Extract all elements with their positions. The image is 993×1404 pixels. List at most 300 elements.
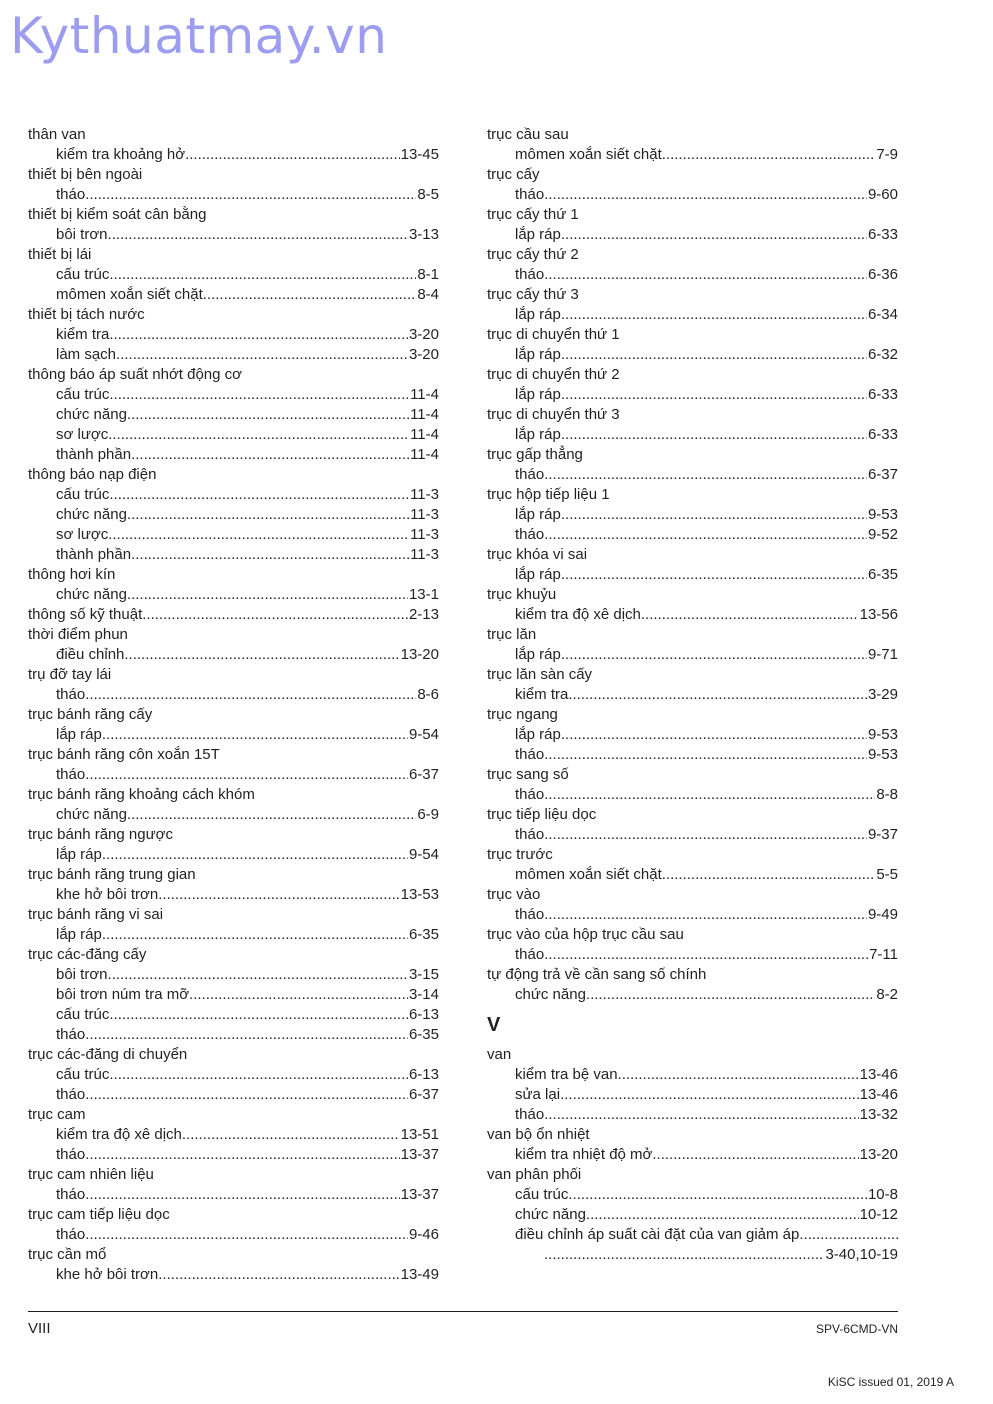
document-code: SPV-6CMD-VN: [815, 1322, 898, 1336]
index-page-ref: 11-4: [410, 386, 439, 403]
index-term: thiết bị tách nước: [28, 306, 145, 323]
index-subentry: [487, 425, 898, 445]
index-subentry: [28, 1265, 439, 1285]
leader-dots: [158, 1265, 399, 1285]
index-subentry: [487, 145, 898, 165]
index-term: van bộ ổn nhiệt: [487, 1126, 590, 1143]
leader-dots: [561, 505, 867, 525]
index-subentry-label: mômen xoắn siết chặt: [515, 146, 662, 163]
index-subentry: [28, 325, 439, 345]
index-subentry: [28, 985, 439, 1005]
index-subentry: [28, 185, 439, 205]
index-subentry-label: kiểm tra độ xê dịch: [515, 606, 641, 623]
index-subentry-label: cấu trúc: [56, 386, 110, 403]
leader-dots: [561, 425, 867, 445]
index-term: trục bánh răng khoảng cách khóm: [28, 786, 255, 803]
index-page-ref: 2-13: [408, 606, 439, 623]
index-subentry: [28, 1145, 439, 1165]
index-term: trục cam: [28, 1106, 86, 1123]
index-page-ref: 10-8: [867, 1186, 898, 1203]
index-subentry: [487, 725, 898, 745]
index-subentry-label: tháo: [515, 266, 545, 283]
index-page-ref: 8-4: [417, 286, 439, 303]
leader-dots: [127, 405, 409, 425]
index-subentry-label: lắp ráp: [515, 506, 561, 523]
index-subentry-label: tháo: [56, 1026, 86, 1043]
index-subentry: [28, 765, 439, 785]
index-page-ref: 6-33: [867, 386, 898, 403]
leader-dots: [102, 725, 408, 745]
index-page-ref: 6-35: [408, 1026, 439, 1043]
index-page-ref: 7-11: [869, 946, 898, 963]
leader-dots: [85, 1085, 408, 1105]
leader-dots: [561, 385, 867, 405]
index-term: van: [487, 1046, 512, 1063]
index-subentry-label: khe hở bôi trơn: [56, 886, 159, 903]
index-subentry-label: thành phần: [56, 546, 132, 563]
index-subentry-label: cấu trúc: [515, 1186, 569, 1203]
leader-dots: [108, 225, 408, 245]
index-term: trục di chuyển thứ 2: [487, 366, 620, 383]
section-letter: V: [487, 1014, 501, 1036]
index-subentry-label: kiểm tra: [56, 326, 110, 343]
index-subentry: [487, 605, 898, 625]
index-page-ref: 9-52: [867, 526, 898, 543]
leader-dots: [799, 1225, 898, 1245]
index-term: trục vào của hộp trục cầu sau: [487, 926, 684, 943]
index-subentry: [28, 425, 439, 445]
index-subentry: [28, 1005, 439, 1025]
index-subentry: [28, 585, 439, 605]
index-page-ref: 9-54: [408, 846, 439, 863]
index-subentry-label: kiểm tra: [515, 686, 569, 703]
index-subentry: [28, 645, 439, 665]
index-page-ref: 9-71: [867, 646, 898, 663]
index-subentry: [487, 1205, 898, 1225]
leader-dots: [85, 1025, 408, 1045]
index-subentry: [28, 545, 439, 565]
index-term: trục cầu sau: [487, 126, 569, 143]
index-subentry: [28, 265, 439, 285]
index-subentry-label: lắp ráp: [515, 226, 561, 243]
index-page-ref: 6-37: [408, 1086, 439, 1103]
index-subentry: [487, 1105, 898, 1125]
index-page-ref: 8-8: [876, 786, 898, 803]
index-subentry-continuation: [487, 1245, 898, 1265]
index-term: trục cấy thứ 3: [487, 286, 579, 303]
index-subentry-label: tháo: [515, 186, 545, 203]
leader-dots: [561, 305, 867, 325]
index-term: trục khóa vi sai: [487, 546, 588, 563]
index-term: trục gấp thẳng: [487, 446, 583, 463]
index-subentry-label: kiểm tra bệ van: [515, 1066, 618, 1083]
index-term: trục khuỷu: [487, 586, 557, 603]
leader-dots: [108, 525, 409, 545]
leader-dots: [109, 265, 416, 285]
leader-dots: [108, 425, 409, 445]
index-page-ref: 13-51: [400, 1126, 439, 1143]
index-subentry-label: tháo: [56, 686, 86, 703]
index-subentry: [28, 145, 439, 165]
index-term: van phân phối: [487, 1166, 582, 1183]
leader-dots: [109, 1065, 408, 1085]
index-subentry-label: thành phần: [56, 446, 132, 463]
leader-dots: [544, 1245, 824, 1265]
index-page-ref: 6-33: [867, 426, 898, 443]
index-subentry: [28, 525, 439, 545]
index-page-ref: 8-1: [417, 266, 439, 283]
index-subentry: [487, 265, 898, 285]
index-subentry: [487, 465, 898, 485]
index-subentry: [28, 965, 439, 985]
leader-dots: [127, 805, 416, 825]
index-subentry: [487, 905, 898, 925]
index-subentry: [28, 685, 439, 705]
leader-dots: [544, 465, 867, 485]
leader-dots: [85, 1225, 408, 1245]
index-term: thông báo nạp điện: [28, 466, 157, 483]
index-subentry-label: lắp ráp: [56, 726, 102, 743]
leader-dots: [127, 585, 408, 605]
index-page-ref: 9-37: [867, 826, 898, 843]
index-term: trục cần mổ: [28, 1246, 107, 1263]
index-page-ref: 3-20: [408, 326, 439, 343]
index-page-ref: 6-9: [417, 806, 439, 823]
index-page-ref: 11-3: [410, 506, 439, 523]
leader-dots: [116, 345, 408, 365]
index-subentry: [28, 845, 439, 865]
index-subentry-label: tháo: [56, 766, 86, 783]
index-page-ref: 13-37: [400, 1186, 439, 1203]
index-page-ref: 9-60: [867, 186, 898, 203]
index-page-ref: 9-53: [867, 506, 898, 523]
index-page-ref: 3-13: [408, 226, 439, 243]
index-list-t: [487, 125, 898, 1005]
index-subentry-label: chức năng: [56, 586, 127, 603]
index-term: trục tiếp liệu dọc: [487, 806, 597, 823]
index-term: thông hơi kín: [28, 566, 116, 583]
leader-dots: [109, 485, 409, 505]
index-subentry: [28, 505, 439, 525]
index-subentry: [487, 505, 898, 525]
index-term: trục vào: [487, 886, 541, 903]
index-page-ref: 13-49: [400, 1266, 439, 1283]
leader-dots: [544, 905, 867, 925]
index-term: trục các-đăng di chuyển: [28, 1046, 188, 1063]
index-subentry: [487, 1065, 898, 1085]
leader-dots: [586, 985, 875, 1005]
leader-dots: [561, 345, 867, 365]
index-subentry: [487, 305, 898, 325]
leader-dots: [561, 565, 867, 585]
index-page-ref: 11-4: [410, 446, 439, 463]
index-subentry: [487, 345, 898, 365]
index-subentry: [487, 1145, 898, 1165]
leader-dots: [131, 545, 409, 565]
leader-dots: [189, 985, 408, 1005]
index-column-right: [487, 125, 898, 1265]
index-subentry-label: cấu trúc: [56, 1006, 110, 1023]
leader-dots: [568, 685, 867, 705]
index-page-ref: 9-46: [408, 1226, 439, 1243]
index-subentry: [28, 885, 439, 905]
index-page-ref: 9-53: [867, 746, 898, 763]
leader-dots: [561, 645, 867, 665]
index-subentry-label: kiểm tra độ xê dịch: [56, 1126, 182, 1143]
index-list-v: [487, 1045, 898, 1265]
index-term: trục cam tiếp liệu dọc: [28, 1206, 170, 1223]
index-term: thời điểm phun: [28, 626, 128, 643]
index-page-ref: 3-40,10-19: [825, 1246, 898, 1263]
index-term: trục cấy thứ 1: [487, 206, 579, 223]
index-subentry-label: cấu trúc: [56, 266, 110, 283]
index-subentry-label: lắp ráp: [56, 926, 102, 943]
index-subentry: [487, 185, 898, 205]
index-entry: [28, 605, 439, 625]
index-subentry: [487, 785, 898, 805]
index-subentry: [487, 945, 898, 965]
leader-dots: [544, 265, 867, 285]
index-term: trục bánh răng ngược: [28, 826, 173, 843]
index-page-ref: 13-46: [859, 1066, 898, 1083]
index-term: trục cam nhiên liệu: [28, 1166, 154, 1183]
index-subentry: [487, 385, 898, 405]
leader-dots: [544, 1105, 858, 1125]
leader-dots: [544, 185, 867, 205]
index-subentry-label: bôi trơn núm tra mỡ: [56, 986, 190, 1003]
index-term: thiết bị lái: [28, 246, 92, 263]
index-page-ref: 9-54: [408, 726, 439, 743]
index-subentry-label: tháo: [515, 906, 545, 923]
index-page-ref: 10-12: [859, 1206, 898, 1223]
index-subentry-label: làm sạch: [56, 346, 117, 363]
index-subentry: [28, 805, 439, 825]
index-page-ref: 3-20: [408, 346, 439, 363]
index-subentry: [487, 1225, 898, 1245]
index-subentry: [487, 865, 898, 885]
index-subentry-label: lắp ráp: [515, 386, 561, 403]
index-page-ref: 5-5: [876, 866, 898, 883]
index-subentry: [487, 565, 898, 585]
index-page-ref: 13-46: [859, 1086, 898, 1103]
index-page-ref: 7-9: [876, 146, 898, 163]
index-subentry: [28, 925, 439, 945]
leader-dots: [561, 725, 867, 745]
index-subentry-label: tháo: [515, 1106, 545, 1123]
leader-dots: [142, 605, 408, 625]
index-subentry-label: tháo: [56, 1146, 86, 1163]
index-page-ref: 9-49: [867, 906, 898, 923]
index-subentry-label: lắp ráp: [515, 726, 561, 743]
leader-dots: [561, 225, 867, 245]
index-term: trục di chuyển thứ 3: [487, 406, 620, 423]
index-subentry: [28, 385, 439, 405]
index-page-ref: 9-53: [867, 726, 898, 743]
index-term: trục bánh răng vi sai: [28, 906, 164, 923]
index-term: thân van: [28, 126, 86, 143]
index-page-ref: 13-37: [400, 1146, 439, 1163]
index-term: thiết bị bên ngoài: [28, 166, 143, 183]
index-subentry: [487, 685, 898, 705]
index-subentry-label: sơ lược: [56, 426, 109, 443]
index-subentry: [487, 1185, 898, 1205]
index-term: trục bánh răng trung gian: [28, 866, 196, 883]
leader-dots: [586, 1205, 859, 1225]
index-term: thiết bị kiểm soát cân bằng: [28, 206, 207, 223]
index-column-left: [28, 125, 439, 1285]
index-subentry: [28, 445, 439, 465]
index-page-ref: 13-20: [400, 646, 439, 663]
leader-dots: [85, 185, 416, 205]
leader-dots: [124, 645, 399, 665]
index-subentry-label: tháo: [515, 826, 545, 843]
page-number: VIII: [28, 1320, 51, 1337]
index-subentry-label: lắp ráp: [515, 346, 561, 363]
index-page-ref: 6-36: [867, 266, 898, 283]
leader-dots: [544, 525, 867, 545]
leader-dots: [182, 1125, 400, 1145]
index-subentry: [487, 645, 898, 665]
index-subentry: [487, 525, 898, 545]
leader-dots: [662, 865, 876, 885]
index-term: tự động trả về cần sang số chính: [487, 966, 707, 983]
leader-dots: [131, 445, 409, 465]
index-subentry-label: sửa lại: [515, 1086, 561, 1103]
index-page-ref: 11-4: [410, 406, 439, 423]
index-term: trục ngang: [487, 706, 558, 723]
index-subentry-label: tháo: [56, 1226, 86, 1243]
index-page-ref: 11-4: [410, 426, 439, 443]
index-term: trục bánh răng côn xoắn 15T: [28, 746, 220, 763]
leader-dots: [85, 765, 408, 785]
index-subentry: [487, 225, 898, 245]
footer-rule: [28, 1311, 898, 1312]
index-subentry-label: cấu trúc: [56, 486, 110, 503]
index-page-ref: 8-6: [417, 686, 439, 703]
leader-dots: [641, 605, 859, 625]
index-subentry-label: lắp ráp: [56, 846, 102, 863]
leader-dots: [85, 1145, 399, 1165]
index-page-ref: 11-3: [410, 526, 439, 543]
index-term: trục lăn: [487, 626, 537, 643]
leader-dots: [102, 925, 408, 945]
index-subentry: [487, 1085, 898, 1105]
leader-dots: [85, 1185, 399, 1205]
index-term: thông báo áp suất nhớt động cơ: [28, 366, 242, 383]
leader-dots: [560, 1085, 859, 1105]
index-page-ref: 11-3: [410, 486, 439, 503]
index-term: trục trước: [487, 846, 553, 863]
leader-dots: [109, 1005, 408, 1025]
leader-dots: [203, 285, 417, 305]
index-term: trục cấy thứ 2: [487, 246, 579, 263]
index-term: trục di chuyển thứ 1: [487, 326, 620, 343]
index-term: trục hộp tiếp liệu 1: [487, 486, 610, 503]
index-subentry: [28, 285, 439, 305]
leader-dots: [158, 885, 399, 905]
leader-dots: [662, 145, 876, 165]
index-subentry-label: chức năng: [56, 806, 127, 823]
index-subentry-label: kiểm tra khoảng hở: [56, 146, 186, 163]
leader-dots: [185, 145, 400, 165]
index-term: trụ đỡ tay lái: [28, 666, 112, 683]
index-subentry-label: tháo: [515, 946, 545, 963]
index-subentry-label: khe hở bôi trơn: [56, 1266, 159, 1283]
index-term: thông số kỹ thuật: [28, 606, 143, 623]
index-subentry-label: tháo: [515, 526, 545, 543]
index-subentry: [28, 1025, 439, 1045]
leader-dots: [544, 785, 875, 805]
watermark: Kythuatmay.vn: [10, 7, 388, 65]
index-subentry: [487, 745, 898, 765]
index-page-ref: 6-33: [867, 226, 898, 243]
index-subentry-label: tháo: [515, 466, 545, 483]
index-page-ref: 3-29: [867, 686, 898, 703]
index-page-ref: 13-20: [859, 1146, 898, 1163]
index-page-ref: 3-14: [408, 986, 439, 1003]
index-page-ref: 6-34: [867, 306, 898, 323]
index-subentry-label: lắp ráp: [515, 426, 561, 443]
index-page-ref: 3-15: [408, 966, 439, 983]
index-term: trục cấy: [487, 166, 540, 183]
leader-dots: [568, 1185, 867, 1205]
index-page-ref: 13-32: [859, 1106, 898, 1123]
index-subentry-label: lắp ráp: [515, 646, 561, 663]
index-subentry-label: tháo: [515, 786, 545, 803]
leader-dots: [127, 505, 409, 525]
index-page-ref: 6-35: [867, 566, 898, 583]
index-page-ref: 6-13: [408, 1066, 439, 1083]
index-page-ref: 13-53: [400, 886, 439, 903]
index-page-ref: 6-37: [867, 466, 898, 483]
index-subentry: [28, 1185, 439, 1205]
index-subentry: [487, 985, 898, 1005]
leader-dots: [85, 685, 416, 705]
index-subentry-label: bôi trơn: [56, 226, 108, 243]
issue-info: KiSC issued 01, 2019 A: [827, 1375, 954, 1389]
index-subentry-label: mômen xoắn siết chặt: [515, 866, 662, 883]
leader-dots: [544, 945, 868, 965]
index-subentry-label: mômen xoắn siết chặt: [56, 286, 203, 303]
index-subentry-label: điều chỉnh áp suất cài đặt của van giảm áp: [515, 1226, 800, 1243]
leader-dots: [618, 1065, 859, 1085]
index-subentry: [28, 1125, 439, 1145]
index-subentry-label: tháo: [515, 746, 545, 763]
index-page-ref: 11-3: [410, 546, 439, 563]
index-subentry: [28, 725, 439, 745]
index-page-ref: 6-35: [408, 926, 439, 943]
index-subentry: [28, 225, 439, 245]
index-subentry-label: kiểm tra nhiệt độ mở: [515, 1146, 653, 1163]
index-subentry-label: chức năng: [56, 506, 127, 523]
index-subentry: [28, 345, 439, 365]
index-page-ref: 13-56: [859, 606, 898, 623]
index-page-ref: 8-2: [876, 986, 898, 1003]
index-term: trục bánh răng cấy: [28, 706, 153, 723]
index-subentry: [28, 1085, 439, 1105]
index-subentry: [28, 405, 439, 425]
index-subentry-label: tháo: [56, 1086, 86, 1103]
index-term: trục sang số: [487, 766, 569, 783]
leader-dots: [652, 1145, 858, 1165]
index-subentry-label: tháo: [56, 186, 86, 203]
index-subentry-label: điều chỉnh: [56, 646, 125, 663]
leader-dots: [109, 325, 408, 345]
index-page-ref: 13-45: [400, 146, 439, 163]
leader-dots: [109, 385, 409, 405]
leader-dots: [544, 825, 867, 845]
index-subentry-label: bôi trơn: [56, 966, 108, 983]
